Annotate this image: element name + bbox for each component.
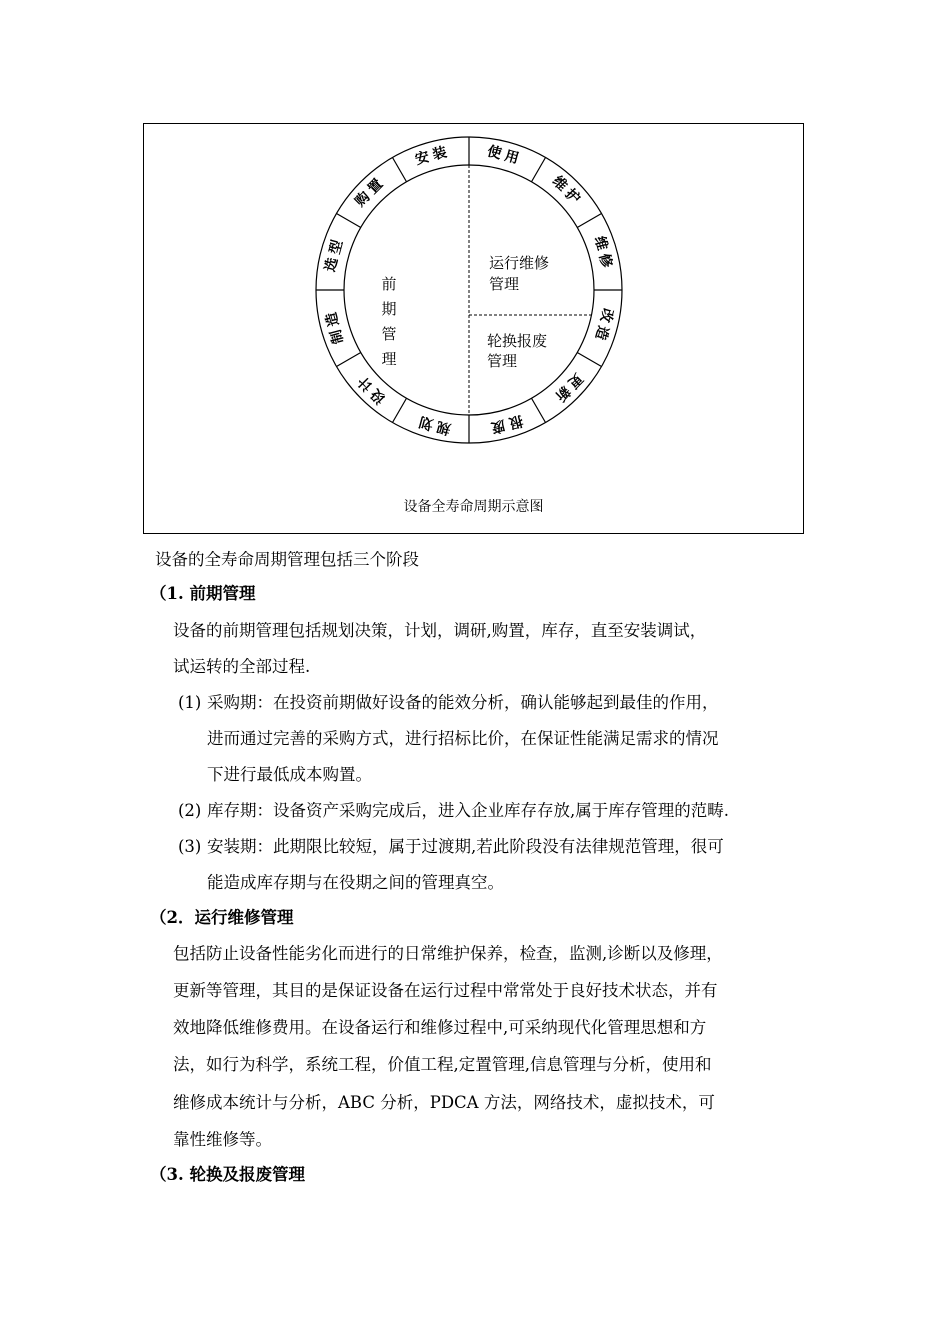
segment-divider bbox=[532, 157, 546, 181]
item2-line: 库存期：设备资产采购完成后，进入企业库存存放,属于库存管理的范畴. bbox=[207, 801, 729, 820]
section1-para-line: 试运转的全部过程. bbox=[173, 657, 311, 676]
ring-segment-label: 使用 bbox=[485, 143, 525, 169]
left-region-label: 管 bbox=[381, 325, 397, 343]
segment-divider bbox=[577, 214, 601, 228]
section3-heading: （3. 轮换及报废管理 bbox=[150, 1165, 305, 1184]
segment-divider bbox=[577, 353, 601, 367]
segment-divider bbox=[393, 398, 407, 422]
item3-line: 能造成库存期与在役期之间的管理真空。 bbox=[207, 873, 504, 892]
intro-line: 设备的全寿命周期管理包括三个阶段 bbox=[155, 550, 419, 569]
left-region-label: 理 bbox=[381, 350, 397, 368]
item-number: (3) bbox=[178, 837, 202, 856]
section2-para-line: 效地降低维修费用。在设备运行和维修过程中,可采纳现代化管理思想和方 bbox=[173, 1018, 707, 1037]
section2-para-line: 维修成本统计与分析，ABC 分析，PDCA 方法，网络技术，虚拟技术，可 bbox=[173, 1093, 715, 1112]
lifecycle-figure bbox=[143, 123, 804, 534]
ring-segment-label: 规划 bbox=[413, 411, 453, 437]
item-number: (1) bbox=[178, 693, 202, 712]
left-region-label: 期 bbox=[381, 300, 397, 318]
item3-line: 安装期：此期限比较短，属于过渡期,若此阶段没有法律规范管理，很可 bbox=[207, 837, 724, 856]
section2-para-line: 法，如行为科学，系统工程，价值工程,定置管理,信息管理与分析，使用和 bbox=[173, 1055, 712, 1074]
ring-segment-label: 购置 bbox=[352, 173, 390, 211]
segment-divider bbox=[336, 353, 360, 367]
section1-heading: （1. 前期管理 bbox=[150, 584, 256, 603]
segment-divider bbox=[336, 214, 360, 228]
ring-segment-label: 安装 bbox=[413, 143, 453, 169]
ring-segment-label: 制造 bbox=[322, 306, 348, 346]
ring-segment-label: 设计 bbox=[352, 369, 390, 407]
right-bottom-region-label: 轮换报废 bbox=[487, 332, 548, 350]
segment-divider bbox=[532, 398, 546, 422]
right-top-region-label: 管理 bbox=[489, 275, 520, 293]
ring-segment-label: 更新 bbox=[548, 369, 586, 407]
item1-line: 进而通过完善的采购方式，进行招标比价，在保证性能满足需求的情况 bbox=[207, 729, 719, 748]
section2-para-line: 更新等管理，其目的是保证设备在运行过程中常常处于良好技术状态，并有 bbox=[173, 981, 718, 1000]
ring-segment-label: 改造 bbox=[590, 306, 616, 346]
section2-para-line: 包括防止设备性能劣化而进行的日常维护保养，检查，监测,诊断以及修理， bbox=[173, 944, 723, 963]
right-bottom-region-label: 管理 bbox=[487, 352, 518, 370]
section1-para-line: 设备的前期管理包括规划决策，计划，调研,购置，库存，直至安装调试， bbox=[173, 621, 707, 640]
item-number: (2) bbox=[178, 801, 202, 820]
left-region-label: 前 bbox=[381, 275, 397, 293]
item1-line: 采购期：在投资前期做好设备的能效分析，确认能够起到最佳的作用， bbox=[207, 693, 719, 712]
right-top-region-label: 运行维修 bbox=[489, 254, 550, 272]
ring-segment-label: 选型 bbox=[322, 234, 348, 274]
segment-divider bbox=[393, 157, 407, 181]
section2-heading: （2．运行维修管理 bbox=[150, 908, 294, 927]
item1-line: 下进行最低成本购置。 bbox=[207, 765, 372, 784]
section2-para-line: 靠性维修等。 bbox=[173, 1130, 272, 1149]
figure-caption: 设备全寿命周期示意图 bbox=[403, 499, 544, 515]
ring-segment-label: 报废 bbox=[485, 411, 525, 437]
lifecycle-diagram bbox=[144, 124, 805, 535]
ring-segment-label: 维修 bbox=[590, 234, 616, 274]
ring-segment-label: 维护 bbox=[548, 173, 586, 211]
